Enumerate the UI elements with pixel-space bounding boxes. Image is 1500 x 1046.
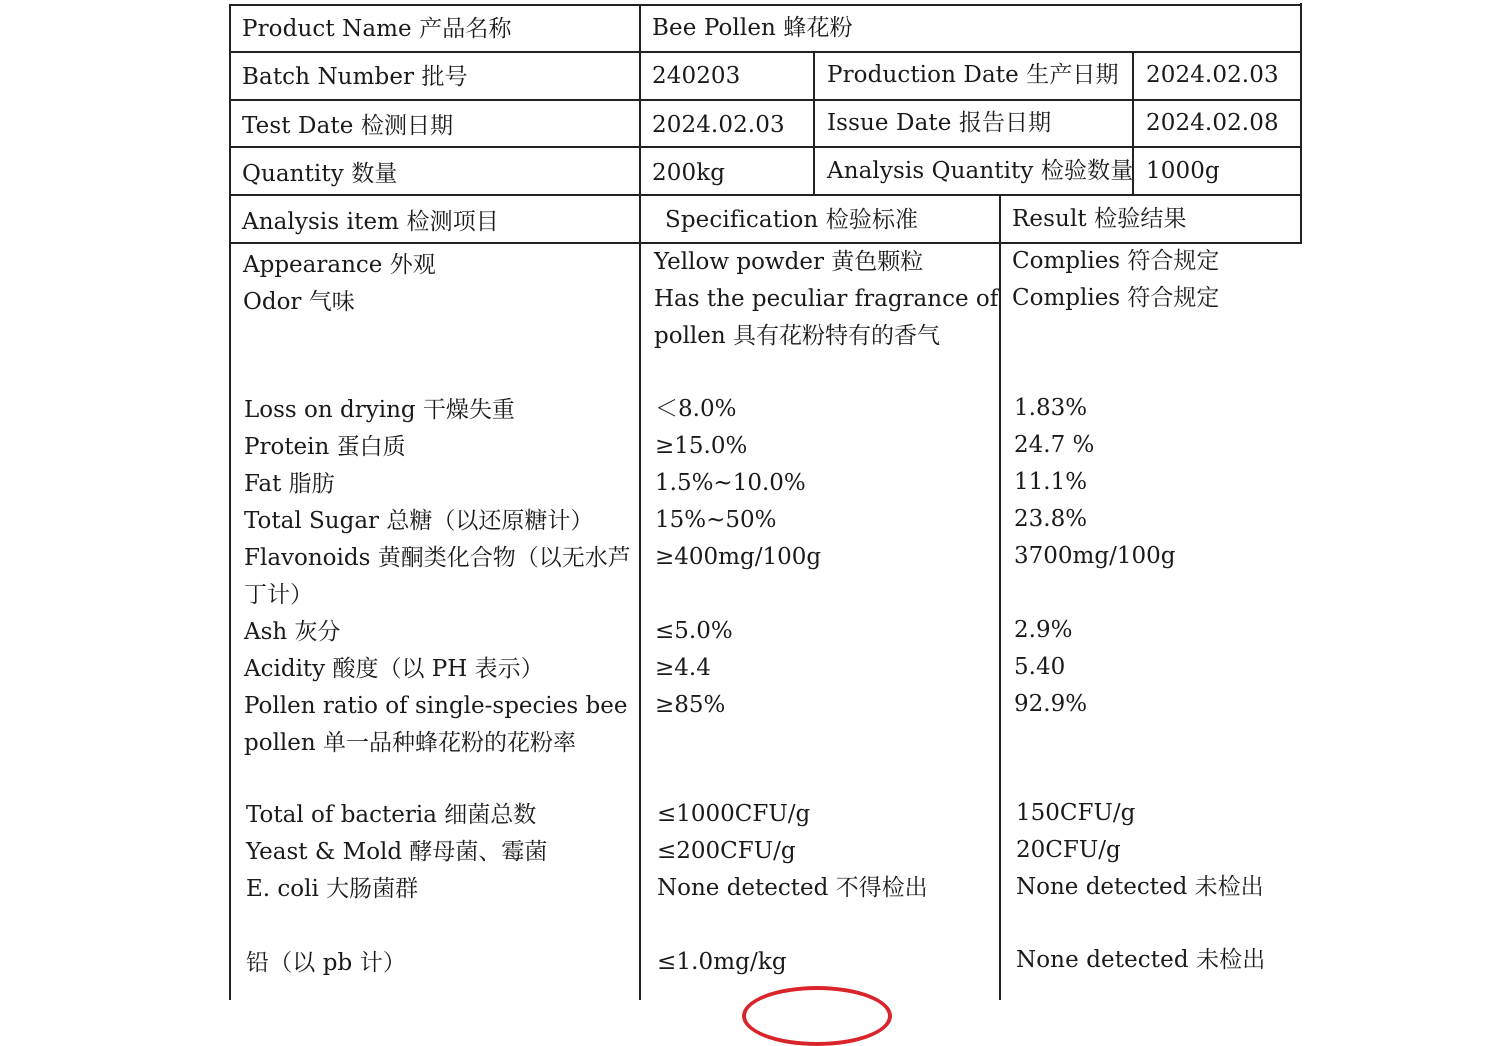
list-item: 24.7 % (1014, 432, 1095, 458)
row-divider-4 (229, 194, 1302, 196)
list-item: 1.83% (1014, 395, 1088, 421)
list-item: Fat 脂肪 (244, 471, 335, 497)
list-item: ≥400mg/100g (655, 544, 822, 570)
list-item: Total of bacteria 细菌总数 (246, 802, 537, 828)
quantity-value: 200kg (652, 160, 726, 186)
list-item: 92.9% (1014, 691, 1088, 717)
list-item: Odor 气味 (243, 289, 355, 315)
list-item: 11.1% (1014, 469, 1088, 495)
red-seal-stamp (742, 986, 892, 1046)
list-item: E. coli 大肠菌群 (246, 876, 419, 902)
batch-number-label: Batch Number 批号 (242, 64, 468, 90)
list-item: ≤5.0% (655, 618, 733, 644)
list-item: Acidity 酸度（以 PH 表示） (244, 656, 544, 682)
list-item: None detected 不得检出 (657, 875, 928, 901)
lead-spec: ≤1.0mg/kg (657, 949, 787, 975)
analysis-quantity-value: 1000g (1146, 158, 1220, 184)
list-item: pollen 具有花粉特有的香气 (654, 323, 941, 349)
table-border-top (229, 4, 1302, 6)
list-item: ≥85% (655, 692, 726, 718)
group3-results (1016, 795, 1264, 906)
production-date-value: 2024.02.03 (1146, 62, 1279, 88)
group3-specs (657, 796, 928, 907)
list-item: Protein 蛋白质 (244, 434, 406, 460)
list-item: ≥15.0% (655, 433, 748, 459)
table-border-right (1300, 3, 1302, 243)
list-item: Appearance 外观 (243, 252, 436, 278)
lead-item: 铅（以 pb 计） (246, 950, 406, 976)
list-item: ≤1000CFU/g (657, 801, 811, 827)
list-item: Pollen ratio of single-species bee (244, 693, 628, 719)
table-divider-spec-result (999, 196, 1001, 1000)
analysis-quantity-label: Analysis Quantity 检验数量 (827, 158, 1134, 184)
group2-items (244, 392, 631, 762)
test-date-value: 2024.02.03 (652, 112, 785, 138)
list-item: Flavonoids 黄酮类化合物（以无水芦 (244, 545, 631, 571)
group2-specs (655, 391, 821, 724)
quantity-label: Quantity 数量 (242, 161, 398, 187)
group2-results (1014, 390, 1175, 723)
table-border-left (229, 5, 231, 1000)
list-item: ≤200CFU/g (657, 838, 796, 864)
lead-result: None detected 未检出 (1016, 947, 1266, 973)
row-divider-3 (229, 146, 1302, 148)
issue-date-label: Issue Date 报告日期 (827, 110, 1052, 136)
list-item: 150CFU/g (1016, 800, 1136, 826)
list-item: 5.40 (1014, 654, 1066, 680)
product-name-value: Bee Pollen 蜂花粉 (652, 15, 853, 41)
product-name-label: Product Name 产品名称 (242, 16, 512, 42)
list-item: ≥4.4 (655, 655, 711, 681)
issue-date-value: 2024.02.08 (1146, 110, 1279, 136)
test-date-label: Test Date 检测日期 (242, 113, 454, 139)
list-item: 20CFU/g (1016, 837, 1121, 863)
group3-items (246, 797, 547, 908)
list-item: 23.8% (1014, 506, 1088, 532)
list-item (655, 576, 821, 613)
group1-items (243, 247, 436, 321)
row-divider-2 (229, 99, 1302, 101)
list-item: 丁计） (244, 582, 313, 608)
list-item: Yellow powder 黄色颗粒 (654, 249, 924, 275)
list-item: Loss on drying 干燥失重 (244, 397, 515, 423)
list-item: Complies 符合规定 (1012, 285, 1220, 311)
list-item: ＜8.0% (655, 396, 737, 422)
list-item (1014, 575, 1175, 612)
list-item: 2.9% (1014, 617, 1073, 643)
column-header-item: Analysis item 检测项目 (242, 209, 499, 235)
group1-results (1012, 243, 1219, 317)
batch-number-value: 240203 (652, 63, 741, 89)
table-divider-header-mid (813, 52, 815, 196)
table-divider-item-spec (639, 5, 641, 1000)
list-item: Complies 符合规定 (1012, 248, 1220, 274)
row-divider-1 (229, 51, 1302, 53)
list-item: 15%~50% (655, 507, 777, 533)
column-header-result: Result 检验结果 (1012, 206, 1187, 232)
list-item: Yeast & Mold 酵母菌、霉菌 (246, 839, 548, 865)
list-item: None detected 未检出 (1016, 874, 1264, 900)
list-item: Ash 灰分 (244, 619, 341, 645)
column-header-specification: Specification 检验标准 (665, 207, 919, 233)
production-date-label: Production Date 生产日期 (827, 62, 1119, 88)
list-item: 1.5%~10.0% (655, 470, 806, 496)
list-item: 3700mg/100g (1014, 543, 1176, 569)
list-item: Has the peculiar fragrance of (654, 286, 999, 312)
list-item: pollen 单一品种蜂花粉的花粉率 (244, 730, 577, 756)
list-item: Total Sugar 总糖（以还原糖计） (244, 508, 594, 534)
group1-specs (654, 244, 998, 355)
